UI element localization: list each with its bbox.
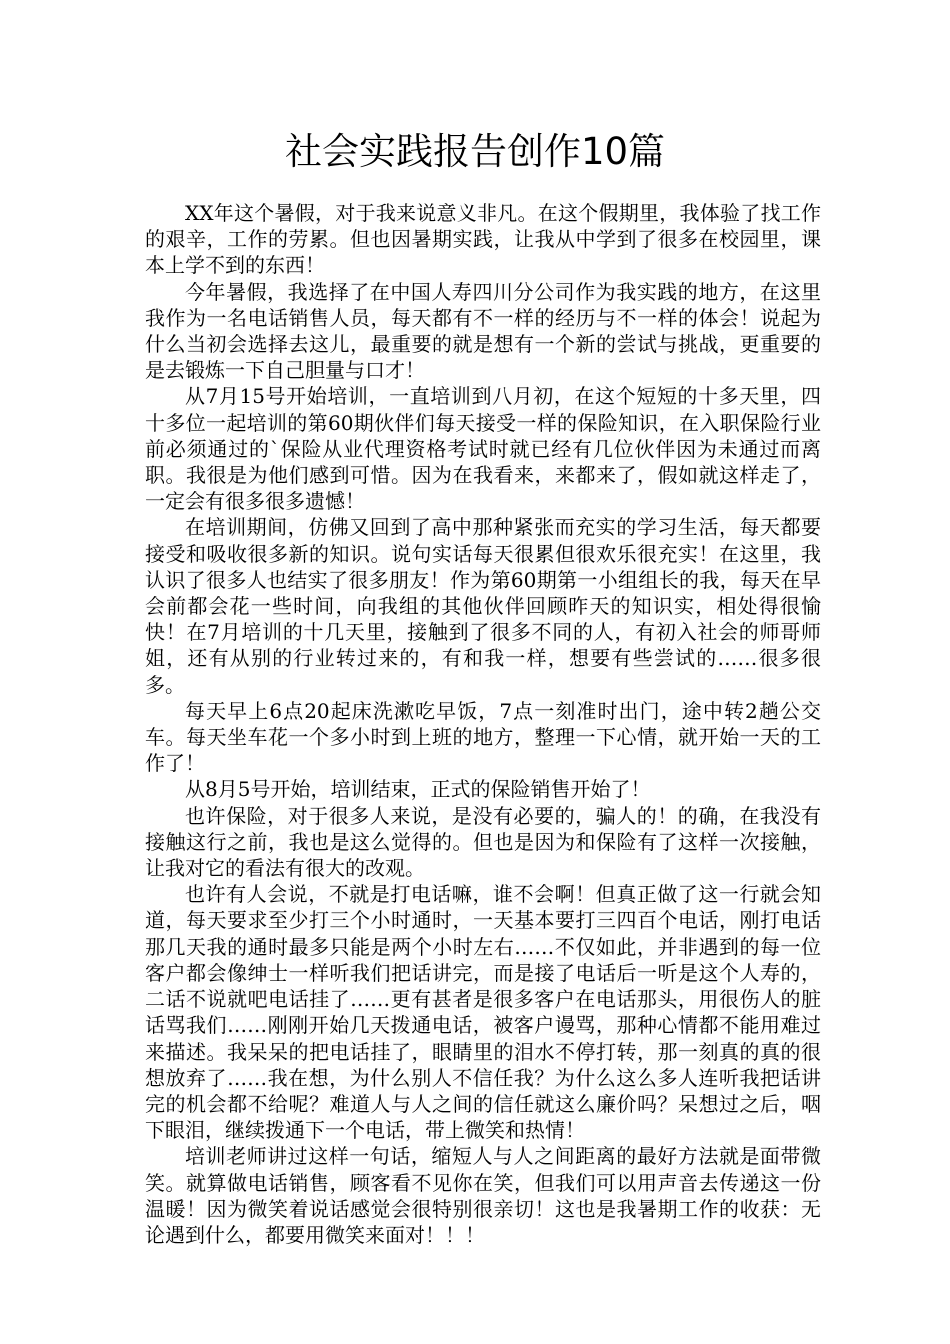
paragraph: 每天早上6点20起床洗漱吃早饭，7点一刻准时出门，途中转2趟公交车。每天坐车花一个多小时到上班的地方，整理一下心情，就开始一天的工作了！ [145,698,821,776]
document-body [145,200,821,1248]
document-title: 社会实践报告创作10篇 [284,130,666,173]
paragraph: 也许有人会说，不就是打电话嘛，谁不会啊！但真正做了这一行就会知道，每天要求至少打三个小时通时，一天基本要打三四百个电话，刚打电话那几天我的通时最多只能是两个小时左右……不仅如此，并非遇到的每一位客户都会像绅士一样听我们把话讲完，而是接了电话后一听是这个人寿的，二话不说就吧电话挂了……更有甚者是很多客户在电话那头，用很伤人的脏话骂我们……刚刚开始几天拨通电话，被客户谩骂，那种心情都不能用难过来描述。我呆呆的把电话挂了，眼睛里的泪水不停打转，那一刻真的真的很想放弃了……我在想，为什么别人不信任我？为什么这么多人连听我把话讲完的机会都不给呢？难道人与人之间的信任就这么廉价吗？呆想过之后，咽下眼泪，继续拨通下一个电话，带上微笑和热情！ [145,882,821,1143]
paragraph: 今年暑假，我选择了在中国人寿四川分公司作为我实践的地方，在这里我作为一名电话销售人员，每天都有不一样的经历与不一样的体会！说起为什么当初会选择去这儿，最重要的就是想有一个新的尝试与挑战，更重要的是去锻炼一下自己胆量与口才！ [145,279,821,383]
paragraph: 也许保险，对于很多人来说，是没有必要的，骗人的！的确，在我没有接触这行之前，我也是这么觉得的。但也是因为和保险有了这样一次接触，让我对它的看法有很大的改观。 [145,803,821,881]
paragraph: XX年这个暑假，对于我来说意义非凡。在这个假期里，我体验了找工作的艰辛，工作的劳累。但也因暑期实践，让我从中学到了很多在校园里，课本上学不到的东西！ [145,201,821,278]
paragraph: 在培训期间，仿佛又回到了高中那种紧张而充实的学习生活，每天都要接受和吸收很多新的知识。说句实话每天很累但很欢乐很充实！在这里，我认识了很多人也结实了很多朋友！作为第60期第一小组组长的我，每天在早会前都会花一些时间，向我组的其他伙伴回顾昨天的知识实，相处得很愉快！在7月培训的十几天里，接触到了很多不同的人，有初入社会的师哥师姐，还有从别的行业转过来的，有和我一样，想要有些尝试的……很多很多。 [145,515,821,697]
paragraph: 培训老师讲过这样一句话，缩短人与人之间距离的最好方法就是面带微笑。就算做电话销售，顾客看不见你在笑，但我们可以用声音去传递这一份温暖！因为微笑着说话感觉会很特别很亲切！这也是我暑期工作的收获：无论遇到什么，都要用微笑来面对！！！ [145,1144,821,1247]
paragraph: 从8月5号开始，培训结束，正式的保险销售开始了！ [185,777,651,802]
paragraph: 从7月15号开始培训，一直培训到八月初，在这个短短的十多天里，四十多位一起培训的第60期伙伴们每天接受一样的保险知识，在入职保险行业前必须通过的`保险从业代理资格考试时就已经有几位伙伴因为未通过而离职。我很是为他们感到可惜。因为在我看来，来都来了，假如就这样走了，一定会有很多很多遗憾！ [145,384,821,514]
